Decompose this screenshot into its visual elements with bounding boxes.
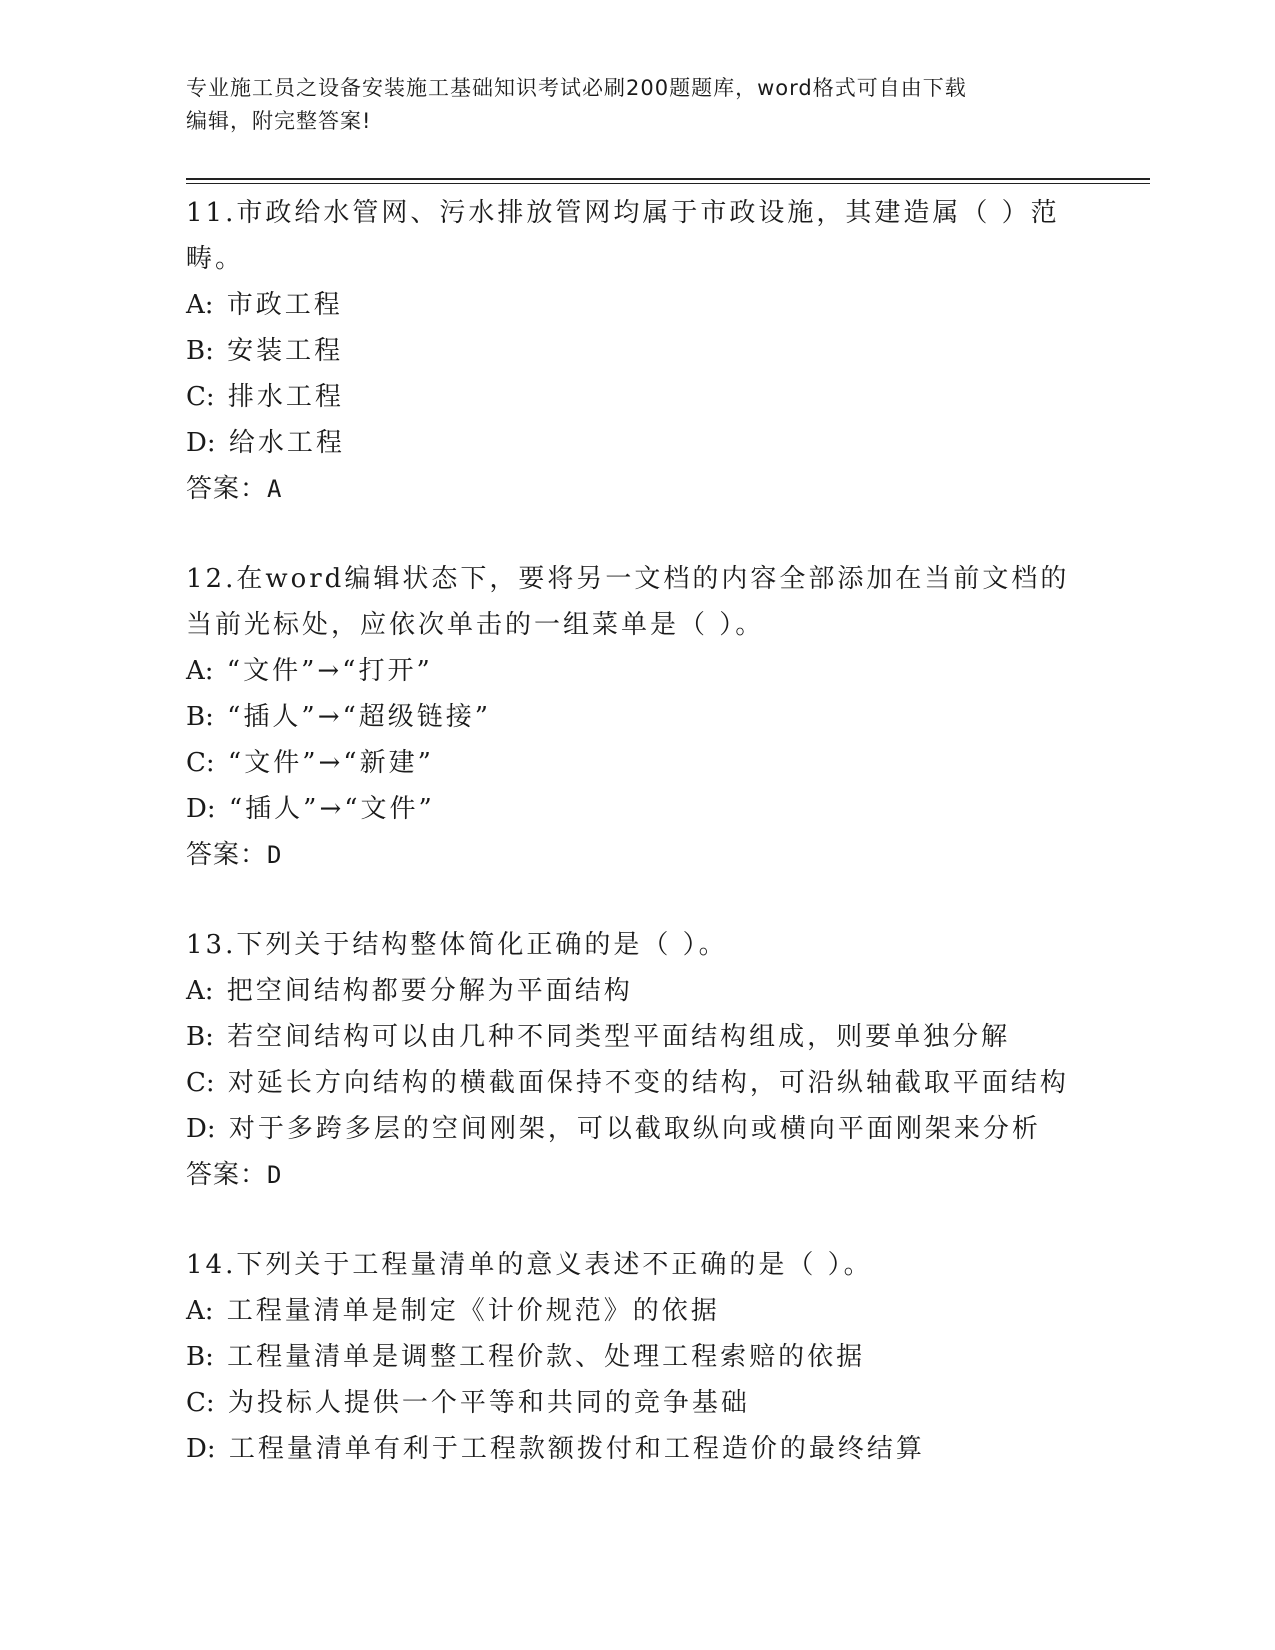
question-13 (186, 922, 1086, 1198)
option-d: D: 对于多跨多层的空间刚架，可以截取纵向或横向平面刚架来分析 (186, 1106, 1086, 1152)
option-text: 安装工程 (227, 336, 344, 366)
option-text: 排水工程 (227, 382, 344, 412)
option-a: A: 工程量清单是制定《计价规范》的依据 (186, 1288, 1086, 1334)
option-letter: B (186, 1342, 206, 1372)
document-header (186, 72, 1086, 138)
option-text: 为投标人提供一个平等和共同的竞争基础 (227, 1388, 750, 1418)
option-letter: C (186, 1068, 206, 1098)
option-text: “文件”→“打开” (226, 656, 433, 686)
option-b: B: 若空间结构可以由几种不同类型平面结构组成，则要单独分解 (186, 1014, 1086, 1060)
option-text: 工程量清单是制定《计价规范》的依据 (226, 1296, 720, 1326)
option-letter: C (186, 382, 206, 412)
header-line-2: 编辑，附完整答案! (186, 109, 372, 133)
option-letter: B (186, 336, 206, 366)
option-d: D: 给水工程 (186, 420, 1086, 466)
option-text: “插人”→“文件” (228, 794, 435, 824)
option-c: C: 为投标人提供一个平等和共同的竞争基础 (186, 1380, 1086, 1426)
answer-line (186, 832, 1086, 878)
option-letter: A (186, 656, 205, 686)
answer-label: 答案： (186, 840, 268, 870)
option-letter: A (186, 1296, 205, 1326)
option-letter: B (186, 1022, 206, 1052)
option-a: A: “文件”→“打开” (186, 648, 1086, 694)
option-d: D: “插人”→“文件” (186, 786, 1086, 832)
option-letter: D (186, 1434, 207, 1464)
answer-value: D (267, 1161, 283, 1189)
option-letter: C (186, 1388, 206, 1418)
option-c: C: 排水工程 (186, 374, 1086, 420)
question-stem: 12.在word编辑状态下，要将另一文档的内容全部添加在当前文档的当前光标处，应依次单击的一组菜单是（ ）。 (186, 564, 1070, 640)
option-a: A: 市政工程 (186, 282, 1086, 328)
option-text: 工程量清单有利于工程款额拨付和工程造价的最终结算 (228, 1434, 925, 1464)
option-text: 对于多跨多层的空间刚架，可以截取纵向或横向平面刚架来分析 (228, 1114, 1041, 1144)
option-b: B: 工程量清单是调整工程价款、处理工程索赔的依据 (186, 1334, 1086, 1380)
option-letter: A (186, 976, 205, 1006)
option-letter: D (186, 794, 207, 824)
answer-value: D (267, 841, 283, 869)
option-text: 工程量清单是调整工程价款、处理工程索赔的依据 (227, 1342, 866, 1372)
question-14 (186, 1242, 1086, 1472)
question-12 (186, 556, 1086, 878)
option-c: C: 对延长方向结构的横截面保持不变的结构，可沿纵轴截取平面结构 (186, 1060, 1086, 1106)
option-letter: D (186, 1114, 207, 1144)
question-list (186, 190, 1086, 1472)
answer-line (186, 466, 1086, 512)
option-text: “插人”→“超级链接” (227, 702, 492, 732)
option-text: 市政工程 (226, 290, 343, 320)
option-d: D: 工程量清单有利于工程款额拨付和工程造价的最终结算 (186, 1426, 1086, 1472)
question-stem: 13.下列关于结构整体简化正确的是（ ）。 (186, 930, 728, 960)
option-letter: A (186, 290, 205, 320)
answer-value: A (267, 475, 283, 503)
option-letter: C (186, 748, 206, 778)
answer-label: 答案： (186, 1160, 268, 1190)
option-text: 给水工程 (228, 428, 345, 458)
option-b: B: 安装工程 (186, 328, 1086, 374)
option-c: C: “文件”→“新建” (186, 740, 1086, 786)
answer-line (186, 1152, 1086, 1198)
option-text: 若空间结构可以由几种不同类型平面结构组成，则要单独分解 (227, 1022, 1011, 1052)
question-stem: 14.下列关于工程量清单的意义表述不正确的是（ ）。 (186, 1250, 873, 1280)
option-text: 把空间结构都要分解为平面结构 (226, 976, 633, 1006)
question-11 (186, 190, 1086, 512)
option-text: 对延长方向结构的横截面保持不变的结构，可沿纵轴截取平面结构 (227, 1068, 1069, 1098)
header-divider-thick (186, 178, 1150, 180)
option-letter: B (186, 702, 206, 732)
option-b: B: “插人”→“超级链接” (186, 694, 1086, 740)
header-line-1: 专业施工员之设备安装施工基础知识考试必刷200题题库，word格式可自由下载 (186, 76, 967, 100)
option-a: A: 把空间结构都要分解为平面结构 (186, 968, 1086, 1014)
header-divider-thin (186, 183, 1150, 184)
question-stem: 11.市政给水管网、污水排放管网均属于市政设施，其建造属（ ）范畴。 (186, 198, 1060, 274)
answer-label: 答案： (186, 474, 268, 504)
option-letter: D (186, 428, 207, 458)
option-text: “文件”→“新建” (227, 748, 434, 778)
